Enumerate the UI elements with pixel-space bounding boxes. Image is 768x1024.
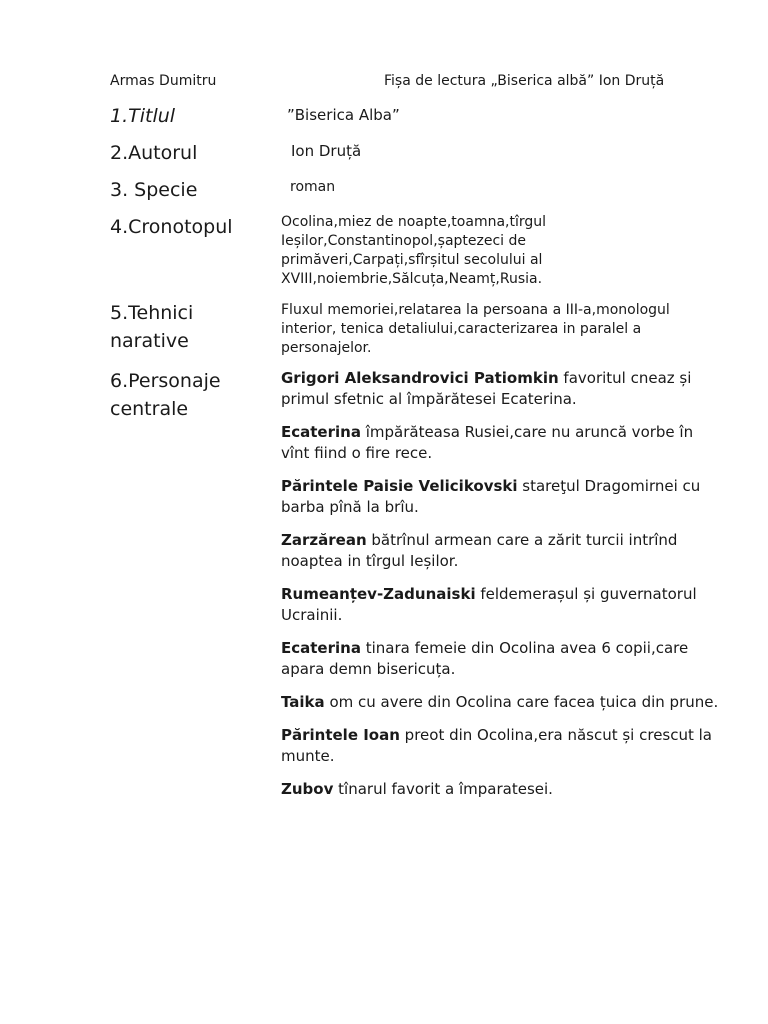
- character-entry: [281, 422, 721, 464]
- character-entry: [281, 638, 721, 680]
- character-description: favoritul cneaz și primul sfetnic al împărătesei Ecaterina.: [281, 369, 692, 408]
- character-description: om cu avere din Ocolina care facea țuica din prune.: [324, 693, 719, 711]
- label-specie: 3. Specie: [110, 179, 198, 201]
- label-personaje-line1: 6.Personaje: [110, 370, 221, 392]
- character-entry: [281, 584, 721, 626]
- character-name: Grigori Aleksandrovici Patiomkin: [281, 369, 559, 387]
- label-titlul: 1.Titlul: [110, 105, 176, 127]
- character-description: preot din Ocolina,era născut și crescut la munte.: [281, 726, 712, 765]
- value-autorul: Ion Druță: [291, 142, 362, 160]
- character-entry: [281, 476, 721, 518]
- label-personaje-line2: centrale: [110, 398, 189, 420]
- value-tehnici: Fluxul memoriei,relatarea la persoana a III-a,monologul interior, tenica detaliului,caracterizarea in paralel a personajelor.: [281, 302, 670, 356]
- value-titlul: ”Biserica Alba”: [287, 106, 400, 124]
- label-tehnici: [110, 299, 193, 355]
- character-name: Ecaterina: [281, 423, 361, 441]
- character-description: tinara femeie din Ocolina avea 6 copii,care apara demn bisericuța.: [281, 639, 689, 678]
- character-description: împărăteasa Rusiei,care nu aruncă vorbe în vînt fiind o fire rece.: [281, 423, 694, 462]
- character-list: [281, 368, 721, 812]
- label-personaje: [110, 367, 221, 423]
- student-name: Armas Dumitru: [110, 73, 217, 89]
- character-name: Rumeanțev-Zadunaiski: [281, 585, 476, 603]
- character-name: Părintele Paisie Velicikovski: [281, 477, 518, 495]
- character-description: bătrînul armean care a zărit turcii intrînd noaptea in tîrgul Ieșilor.: [281, 531, 678, 570]
- label-cronotopul: 4.Cronotopul: [110, 216, 233, 238]
- character-description: tînarul favorit a împaratesei.: [333, 780, 553, 798]
- value-specie: roman: [290, 179, 336, 195]
- character-description: stareţul Dragomirnei cu barba pînă la brîu.: [281, 477, 701, 516]
- character-name: Zarzărean: [281, 531, 367, 549]
- label-tehnici-line2: narative: [110, 330, 189, 352]
- character-entry: [281, 692, 721, 713]
- character-entry: [281, 779, 721, 800]
- character-entry: [281, 530, 721, 572]
- character-entry: [281, 368, 721, 410]
- character-name: Zubov: [281, 780, 334, 798]
- label-tehnici-line1: 5.Tehnici: [110, 302, 194, 324]
- character-name: Părintele Ioan: [281, 726, 400, 744]
- sheet-title: Fișa de lectura „Biserica albă” Ion Druță: [384, 73, 665, 89]
- character-name: Taika: [281, 693, 325, 711]
- label-autorul: 2.Autorul: [110, 142, 198, 164]
- character-entry: [281, 725, 721, 767]
- character-description: feldemerașul și guvernatorul Ucrainii.: [281, 585, 697, 624]
- character-name: Ecaterina: [281, 639, 361, 657]
- value-cronotopul: Ocolina,miez de noapte,toamna,tîrgul Ieșilor,Constantinopol,șaptezeci de primăveri,Carpați,sfîrșitul secolului al XVIII,noiembrie,Sălcuța,Neamț,Rusia.: [281, 214, 547, 287]
